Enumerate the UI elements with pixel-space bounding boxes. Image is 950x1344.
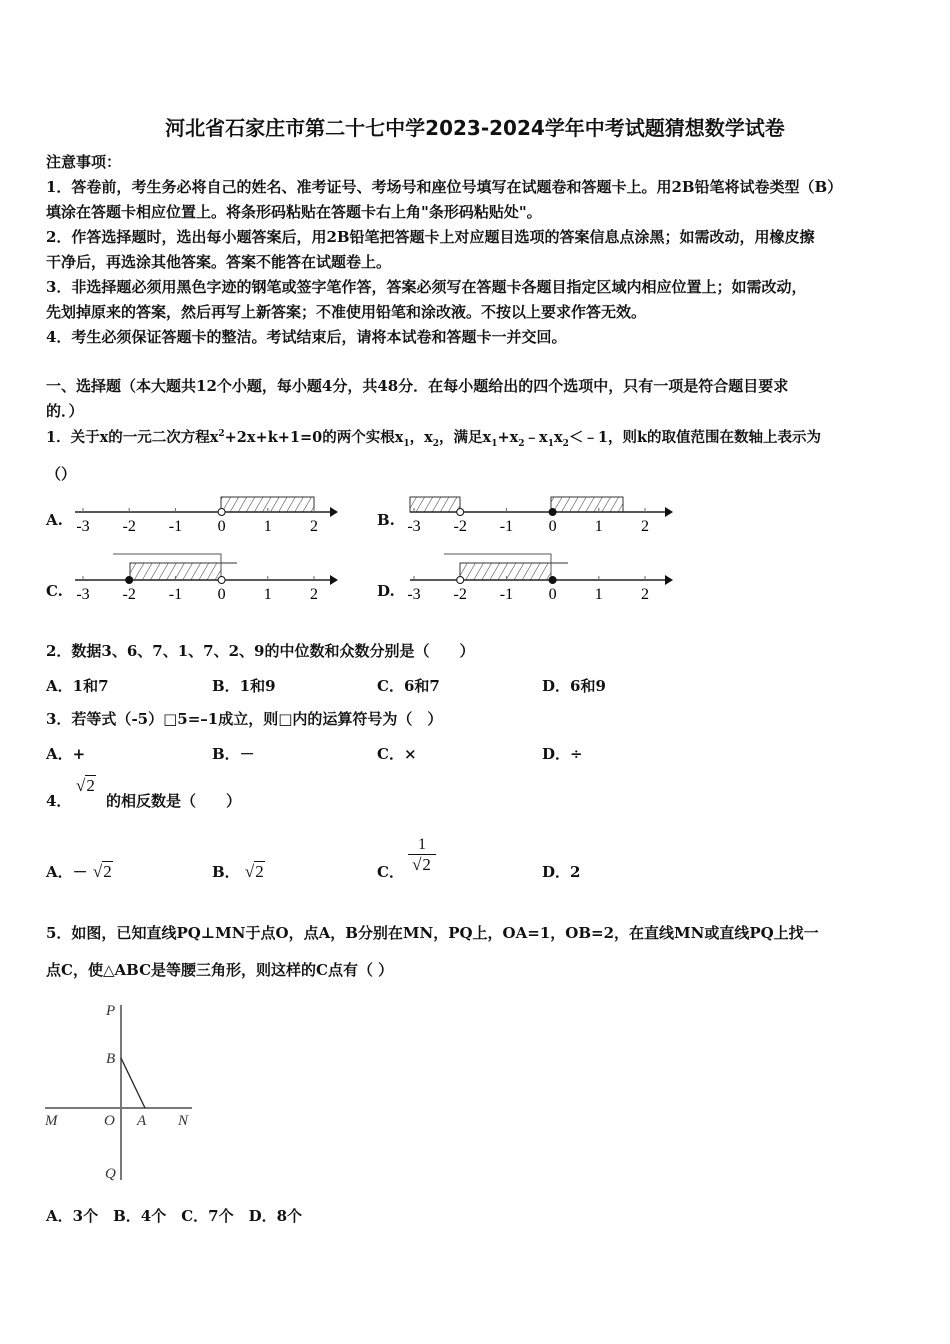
tick-label: -2 xyxy=(122,518,136,535)
page-title: 河北省石家庄市第二十七中学2023-2024学年中考试题猜想数学试卷 xyxy=(165,116,785,140)
q4-number: 4． xyxy=(46,792,72,810)
q5-stem-cont: 点C，使△ABC是等腰三角形，则这样的C点有（ ） xyxy=(46,961,394,979)
open-point xyxy=(218,577,225,584)
q2-option-d[interactable]: D．6和9 xyxy=(542,677,606,695)
note-line: 4．考生必须保证答题卡的整洁。考试结束后，请将本试卷和答题卡一并交回。 xyxy=(46,328,567,346)
q2-option-b[interactable]: B．1和9 xyxy=(212,677,276,695)
note-line: 1．答卷前，考生务必将自己的姓名、准考证号、考场号和座位号填写在试题卷和答题卡上。用2B铅笔将试卷类型（B） xyxy=(46,178,843,196)
section-heading: 一、选择题（本大题共12个小题，每小题4分，共48分．在每小题给出的四个选项中，只有一项是符合题目要求 xyxy=(46,377,789,395)
open-point xyxy=(457,509,464,516)
tick-label: -3 xyxy=(76,518,90,535)
tick-label: -1 xyxy=(499,518,514,535)
label-a: A xyxy=(137,1113,147,1129)
q1-stem: 1．关于x的一元二次方程$x^2+2x+k+1=0$的两个实根$x_1$，$x_2$，满足$x_1+x_2﹣x_1x_2<﹣1$，则k的取值范围在数轴上表示为 xyxy=(46,429,822,449)
label-p: P xyxy=(106,1003,116,1019)
q4-option-c[interactable]: C． xyxy=(377,863,404,881)
arrow-icon xyxy=(665,575,673,585)
tick-label: -3 xyxy=(76,586,90,603)
tick-label: 1 xyxy=(263,586,272,603)
q2-stem: 2．数据3、6、7、1、7、2、9的中位数和众数分别是（ ） xyxy=(46,642,475,660)
q5-options[interactable]: A．3个 B．4个 C．7个 D．8个 xyxy=(46,1207,303,1225)
arrow-icon xyxy=(665,507,673,517)
shaded-region xyxy=(460,563,551,580)
q4-sqrt: √2 xyxy=(76,776,95,795)
tick-label: 0 xyxy=(548,586,557,603)
label-b: B xyxy=(106,1051,116,1067)
q3-option-a[interactable]: A．+ xyxy=(46,745,86,763)
notes-heading: 注意事项： xyxy=(46,153,122,171)
arrow-icon xyxy=(330,575,338,585)
q2-option-c[interactable]: C．6和7 xyxy=(377,677,440,695)
label-n: N xyxy=(178,1113,189,1129)
tick-label: 2 xyxy=(310,586,318,603)
q5-stem: 5．如图，已知直线PQ⊥MN于点O，点A，B分别在MN，PQ上，OA=1，OB=2，在直线MN或直线PQ上找一 xyxy=(46,924,819,942)
note-line: 填涂在答题卡相应位置上。将条形码粘贴在答题卡右上角"条形码粘贴处"。 xyxy=(46,203,542,221)
tick-label: 0 xyxy=(217,586,226,603)
label-q: Q xyxy=(105,1166,116,1182)
q4-fraction: $\frac{1}{√2}$ xyxy=(408,836,436,875)
q3-option-b[interactable]: B．－ xyxy=(212,745,255,763)
number-line-figures xyxy=(0,0,950,620)
shaded-region xyxy=(410,497,460,512)
q1-option-a-label[interactable]: A. xyxy=(46,511,63,529)
label-o: O xyxy=(104,1113,115,1129)
tick-label: -3 xyxy=(407,518,421,535)
tick-label: 1 xyxy=(263,518,272,535)
note-line: 2．作答选择题时，选出每小题答案后，用2B铅笔把答题卡上对应题目选项的答案信息点涂黑；如需改动，用橡皮擦 xyxy=(46,228,815,246)
q1-paren: （） xyxy=(46,465,77,483)
segment-ab xyxy=(121,1058,145,1108)
tick-label: 0 xyxy=(548,518,557,535)
closed-point xyxy=(126,577,133,584)
closed-point xyxy=(549,577,556,584)
q4-stem: 的相反数是（ ） xyxy=(106,792,242,810)
q1-option-b-label[interactable]: B. xyxy=(377,511,395,529)
closed-point xyxy=(549,509,556,516)
q1-option-d-label[interactable]: D. xyxy=(377,582,395,600)
tick-label: -2 xyxy=(453,586,467,603)
tick-label: -2 xyxy=(122,586,136,603)
tick-label: 0 xyxy=(217,518,226,535)
note-line: 3．非选择题必须用黑色字迹的钢笔或签字笔作答，答案必须写在答题卡各题目指定区域内相应位置上；如需改动， xyxy=(46,278,807,296)
q1-option-c-label[interactable]: C. xyxy=(46,582,63,600)
tick-label: 1 xyxy=(594,586,603,603)
tick-label: -1 xyxy=(168,518,183,535)
q4-option-b[interactable]: B． √2 xyxy=(212,862,264,881)
tick-label: 2 xyxy=(310,518,318,535)
geometry-figure xyxy=(40,995,210,1190)
note-line: 先划掉原来的答案，然后再写上新答案；不准使用铅笔和涂改液。不按以上要求作答无效。 xyxy=(46,303,647,321)
q3-option-c[interactable]: C．× xyxy=(377,745,417,763)
open-point xyxy=(457,577,464,584)
q4-option-d[interactable]: D．2 xyxy=(542,863,581,881)
section-heading-cont: 的．） xyxy=(46,402,84,420)
tick-label: 2 xyxy=(641,586,649,603)
tick-label: 1 xyxy=(594,518,603,535)
tick-label: -3 xyxy=(407,586,421,603)
tick-label: -1 xyxy=(499,586,514,603)
note-line: 干净后，再选涂其他答案。答案不能答在试题卷上。 xyxy=(46,253,392,271)
open-point xyxy=(218,509,225,516)
tick-label: -2 xyxy=(453,518,467,535)
tick-label: -1 xyxy=(168,586,183,603)
q4-option-a[interactable]: A．－ √2 xyxy=(46,862,112,881)
tick-label: 2 xyxy=(641,518,649,535)
q3-stem: 3．若等式（-5）□5=–1成立，则□内的运算符号为（ ） xyxy=(46,710,443,728)
q2-option-a[interactable]: A．1和7 xyxy=(46,677,109,695)
q3-option-d[interactable]: D．÷ xyxy=(542,745,583,763)
label-m: M xyxy=(45,1113,58,1129)
arrow-icon xyxy=(330,507,338,517)
shaded-region xyxy=(551,497,623,512)
